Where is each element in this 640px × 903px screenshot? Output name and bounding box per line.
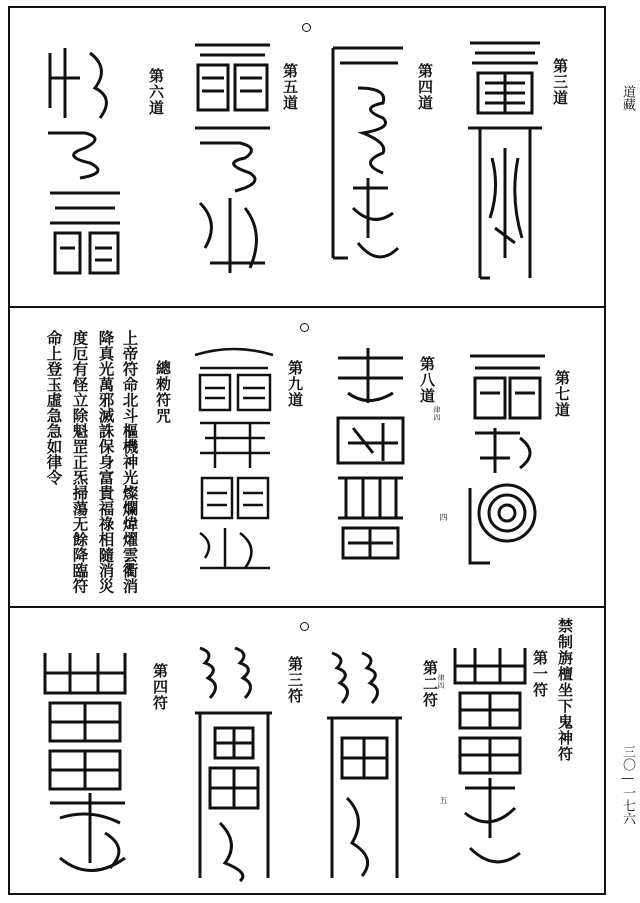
label-talisman-5: 第五道 [281,63,299,111]
text-column-1: 上帝符命北斗樞機神光燦爛煒燿雲衢消 [120,330,140,594]
fu-1-glyph [450,638,530,878]
label-talisman-8: 第八道 [418,356,436,404]
section-title: 總勑符咒 [154,360,172,424]
binding-hole [300,622,309,631]
talisman-6-glyph [40,38,130,283]
label-fu-4: 第四符 [151,663,169,711]
page-number: 三〇—一七六 [620,745,635,825]
fu-2-glyph [322,648,407,883]
panel-top [10,8,604,306]
label-fu-2: 第二符 [421,660,439,708]
talisman-4-glyph [328,28,408,288]
page-frame [8,6,606,895]
label-talisman-3: 第三道 [551,58,569,106]
talisman-7-glyph [465,348,550,568]
annotation-note: 律四 [437,674,445,690]
label-fu-3: 第三符 [286,656,304,704]
label-talisman-9: 第九道 [286,360,304,408]
talisman-8-glyph [328,343,413,568]
binding-hole [300,323,309,332]
panel-middle [10,306,604,606]
text-column-3: 度厄有怪立除魁罡正炁掃蕩无餘降臨符 [70,330,90,594]
talisman-5-glyph [190,33,275,283]
annotation-mark: 五 [439,796,448,805]
label-talisman-7: 第七道 [553,370,571,418]
talisman-9-glyph [190,343,278,578]
section-heading: 禁制旃檀坐下鬼神符 [556,618,574,762]
text-column-2: 降真光萬邪滅誅保身富貴福祿相隨消災 [96,330,116,594]
label-fu-1: 第一符 [531,650,549,698]
annotation-note: 律四 [433,406,441,422]
fu-4-glyph [40,643,135,883]
panel-bottom [10,606,604,893]
label-talisman-4: 第四道 [416,63,434,111]
text-column-4: 命上登玉虛急急如律令 [44,330,64,485]
label-talisman-6: 第六道 [147,68,165,116]
book-title: 道藏 [620,85,635,111]
annotation-mark: 四 [439,513,448,522]
binding-hole [302,23,311,32]
fu-3-glyph [190,643,278,883]
talisman-3-glyph [460,28,550,288]
